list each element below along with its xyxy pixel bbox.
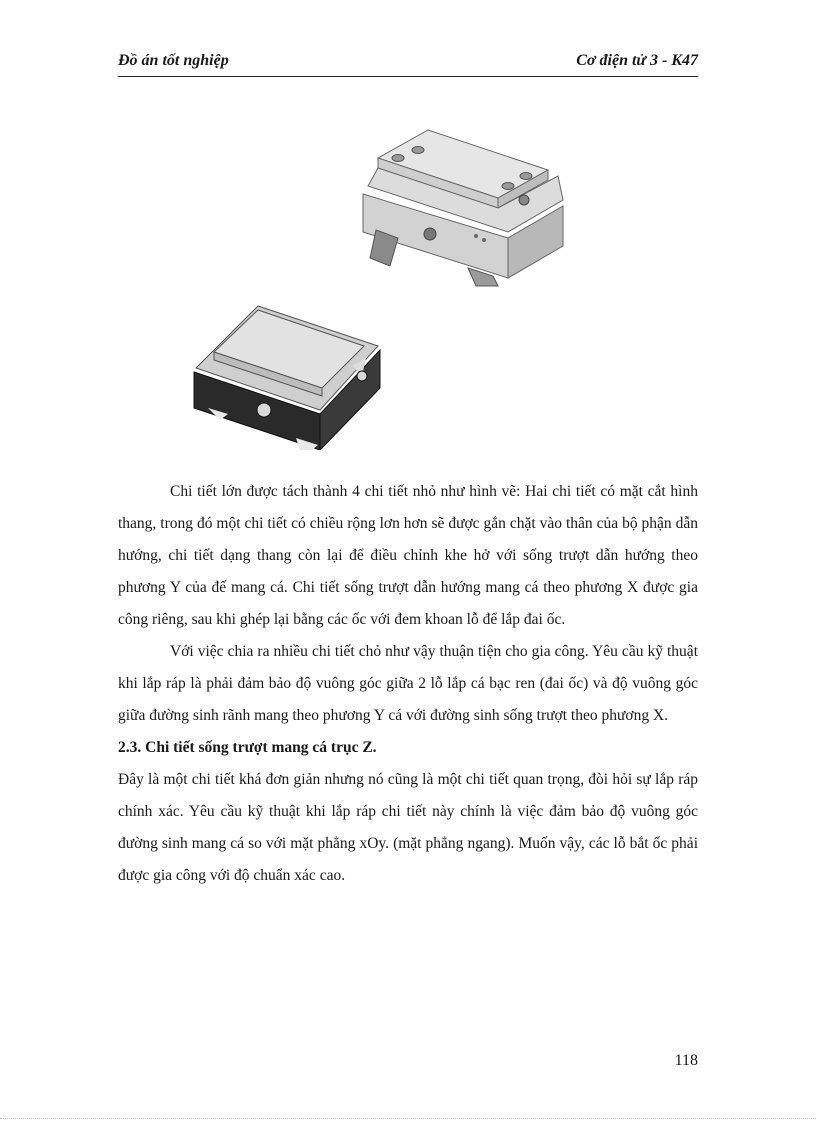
- paragraph-2: Với việc chia ra nhiều chi tiết chỏ như vậy thuận tiện cho gia công. Yêu cầu kỹ thuật khi lắp ráp là phải đảm bảo độ vuông góc giữa 2 lỗ lắp cá bạc ren (đai ốc) và độ vuông góc giữa đường sinh rãnh mang theo phương Y cá với đường sinh sống trượt theo phương X.: [118, 643, 698, 724]
- section-heading: 2.3. Chi tiết sống trượt mang cá trục Z.: [118, 739, 377, 756]
- paragraph-1: Chi tiết lớn được tách thành 4 chi tiết nhỏ như hình vẽ: Hai chi tiết có mặt cắt hình thang, trong đó một chi tiết có chiều rộng lơn hơn sẽ được gắn chặt vào thân của bộ phận dẫn hướng, chi tiết dạng thang còn lại để điều chỉnh khe hở với sống trượt dẫn hướng theo phương Y của đế mang cá. Chi tiết sống trượt dẫn hướng mang cá theo phương X được gia công riêng, sau khi ghép lại bằng các ốc với đem khoan lỗ để lắp đai ốc.: [118, 483, 698, 628]
- page-header: [118, 50, 698, 77]
- page-number: 118: [674, 1052, 698, 1069]
- header-left-title: Đồ án tốt nghiệp: [118, 52, 229, 69]
- header-right-title: Cơ điện tử 3 - K47: [576, 52, 698, 69]
- slide-block-assembly-image: [358, 128, 570, 288]
- trapezoid-guide-block-image: [188, 300, 388, 450]
- page-bottom-rule: [0, 1118, 816, 1119]
- section-paragraph: Đây là một chi tiết khá đơn giản nhưng nó cũng là một chi tiết quan trọng, đòi hỏi sự lắp ráp chính xác. Yêu cầu kỹ thuật khi lắp ráp chi tiết này chính là việc đảm bảo độ vuông góc đường sinh mang cá so với mặt phẳng xOy. (mặt phẳng ngang). Muốn vậy, các lỗ bắt ốc phải được gia công với độ chuẩn xác cao.: [118, 771, 698, 884]
- body-text: [118, 476, 698, 892]
